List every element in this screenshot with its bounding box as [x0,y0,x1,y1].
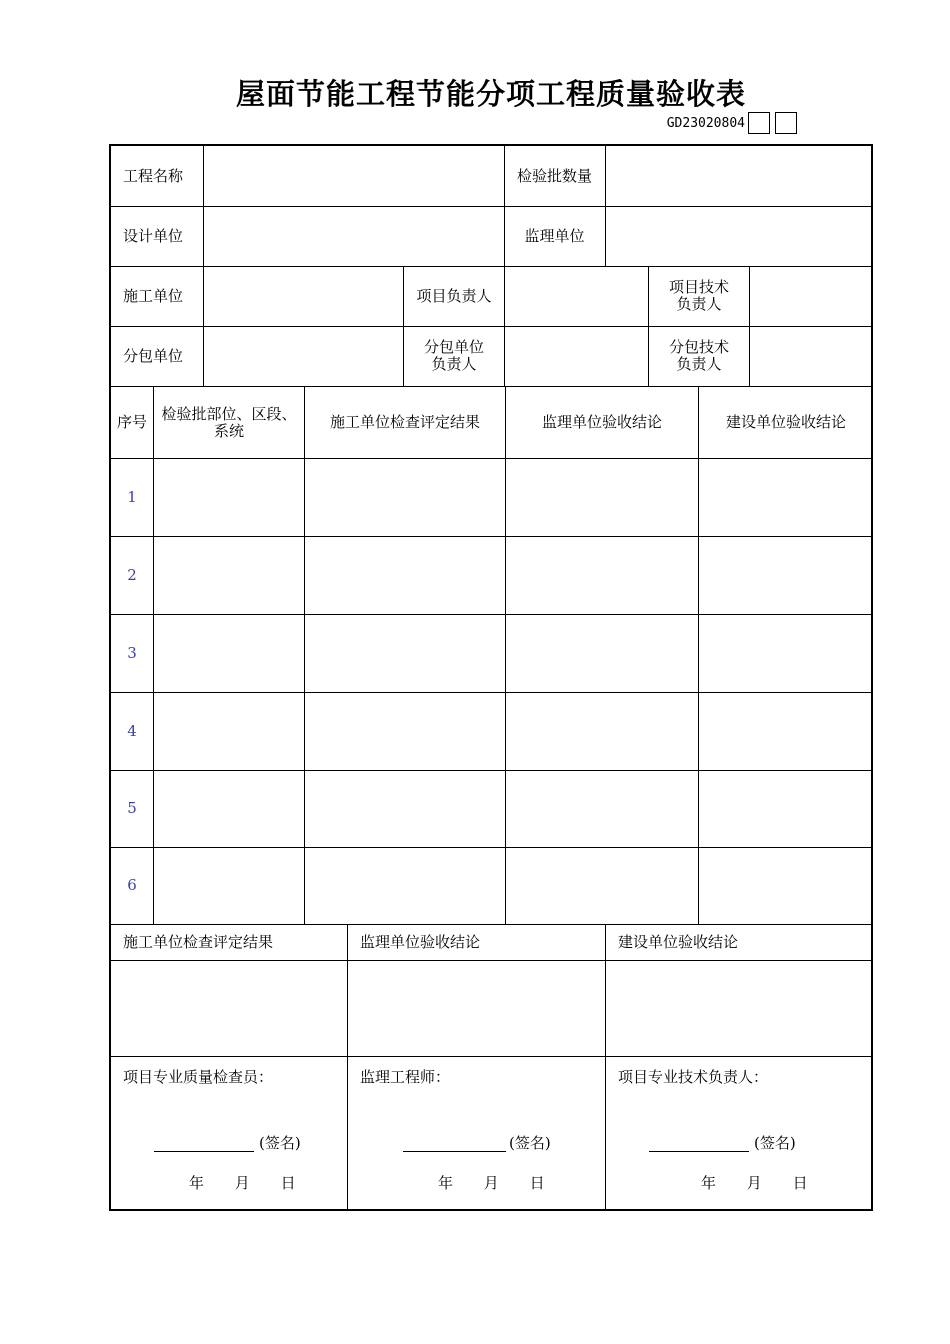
sub-manager-label [404,326,504,386]
code-box-1[interactable] [748,112,770,134]
tech-lead-sign-label: (签名) [754,1134,796,1152]
date-month: 月 [234,1174,250,1192]
date-month: 月 [746,1174,762,1192]
engineer-label: 监理工程师： [360,1068,451,1086]
date-year: 年 [438,1174,454,1192]
inspector-sign-label: (签名) [259,1134,301,1152]
engineer-date [438,1172,545,1193]
sub-tech-label [649,326,749,386]
date-day: 日 [792,1174,808,1192]
subcontract-unit-field[interactable] [204,326,403,386]
col-supervision-header: 监理单位验收结论 [541,412,662,431]
project-name-label: 工程名称 [123,166,184,185]
col-location-line1: 检验批部位、区段、 [161,405,297,423]
date-year: 年 [189,1174,205,1192]
sub-tech-field[interactable] [750,326,873,386]
inspector-label: 项目专业质量检查员： [123,1068,274,1086]
design-unit-label: 设计单位 [123,226,184,245]
tech-manager-label-line2: 负责人 [676,295,722,313]
footer-construction-label: 施工单位检查评定结果 [123,932,274,951]
table-row: 2 [127,565,137,584]
tech-lead-sign-line[interactable] [649,1151,749,1152]
page-title: 屋面节能工程节能分项工程质量验收表 [235,77,746,111]
sub-tech-label-line1: 分包技术 [668,338,729,356]
project-manager-label: 项目负责人 [416,286,492,305]
col-seq-header: 序号 [116,412,147,431]
table-row: 4 [127,721,137,740]
col-owner-header: 建设单位验收结论 [725,412,846,431]
code-box-2[interactable] [775,112,797,134]
batch-count-field[interactable] [606,146,873,206]
form-code: GD23020804 [666,116,745,131]
form-code-row [600,112,800,136]
date-day: 日 [529,1174,545,1192]
date-month: 月 [483,1174,499,1192]
sub-manager-label-line1: 分包单位 [423,338,484,356]
tech-lead-label: 项目专业技术负责人： [618,1068,769,1086]
supervision-unit-label: 监理单位 [524,226,585,245]
construction-unit-label: 施工单位 [123,286,184,305]
project-manager-field[interactable] [505,266,648,326]
acceptance-form [109,144,873,1211]
footer-construction-field[interactable] [111,961,347,1056]
construction-unit-field[interactable] [204,266,403,326]
footer-supervision-field[interactable] [348,961,605,1056]
tech-manager-label-line1: 项目技术 [668,278,729,296]
engineer-sign-label: (签名) [509,1134,551,1152]
engineer-sign-line[interactable] [403,1151,506,1152]
col-location-line2: 系统 [213,422,244,440]
table-row: 1 [127,487,137,506]
date-year: 年 [701,1174,717,1192]
tech-manager-field[interactable] [750,266,873,326]
batch-count-label: 检验批数量 [516,166,592,185]
table-row: 5 [127,799,137,817]
sub-manager-field[interactable] [505,326,648,386]
subcontract-unit-label: 分包单位 [123,346,184,365]
col-location-header [154,386,304,458]
supervision-unit-field[interactable] [606,206,873,266]
inspector-date [189,1172,296,1193]
col-construction-header: 施工单位检查评定结果 [329,412,480,431]
footer-supervision-label: 监理单位验收结论 [360,932,481,951]
sub-manager-label-line2: 负责人 [431,355,477,373]
inspector-sign-line[interactable] [154,1151,254,1152]
tech-manager-label [649,266,749,326]
footer-owner-field[interactable] [606,961,873,1056]
date-day: 日 [280,1174,296,1192]
sub-tech-label-line2: 负责人 [676,355,722,373]
table-row: 6 [127,876,137,894]
design-unit-field[interactable] [204,206,504,266]
tech-lead-date [701,1172,808,1193]
project-name-field[interactable] [204,146,504,206]
footer-owner-label: 建设单位验收结论 [618,932,739,951]
table-row: 3 [127,643,137,662]
